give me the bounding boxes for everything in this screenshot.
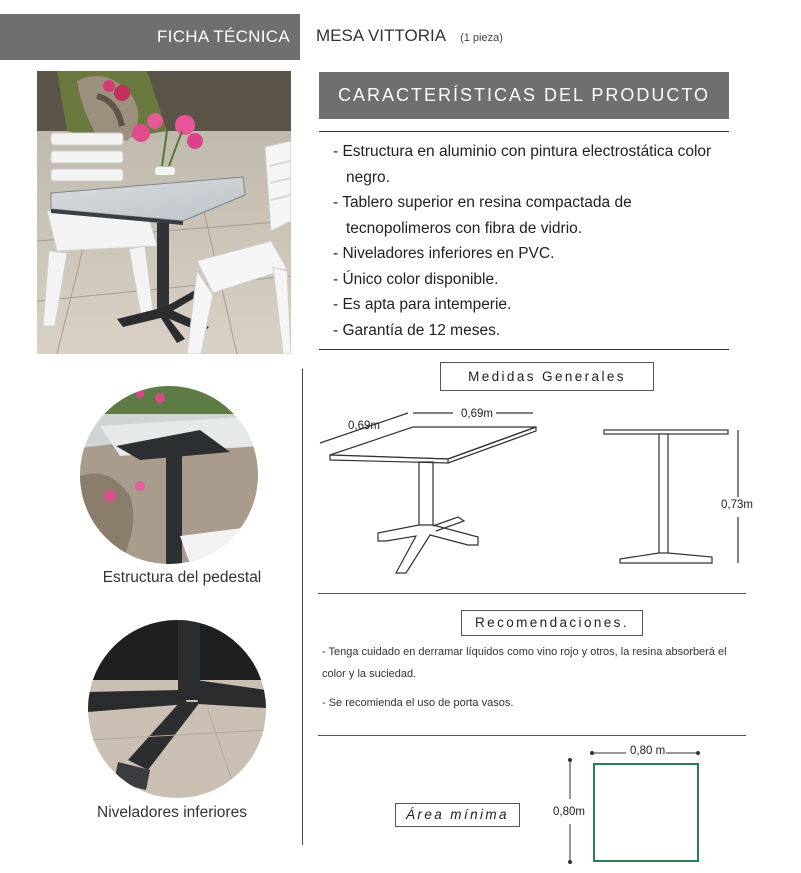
- recommendations-title: Recomendaciones.: [461, 610, 643, 636]
- measures-bottom-rule: [318, 593, 746, 594]
- pedestal-caption: Estructura del pedestal: [102, 569, 262, 586]
- characteristic-item: - Garantía de 12 meses.: [333, 321, 501, 339]
- min-area-width-label: 0,80 m: [630, 745, 666, 757]
- characteristics-title: CARACTERÍSTICAS DEL PRODUCTO: [337, 85, 711, 105]
- product-title: [316, 26, 503, 46]
- measures-title: Medidas Generales: [440, 362, 654, 391]
- pedestal-detail-image: [80, 386, 258, 564]
- recommendation-item: - Se recomienda el uso de porta vasos.: [322, 697, 514, 709]
- product-name: MESA VITTORIA: [316, 26, 447, 45]
- sheet-label: FICHA TÉCNICA: [157, 27, 290, 46]
- product-photo: [37, 71, 291, 354]
- min-area-height-label: 0,80m: [553, 806, 585, 818]
- characteristic-item: - Único color disponible.: [333, 270, 499, 288]
- width-dimension-label: 0,69m: [461, 408, 493, 420]
- characteristic-item: - Es apta para intemperie.: [333, 296, 512, 313]
- characteristic-item: - Tablero superior en resina compactada de tecnopolimeros con fibra de vidrio.: [333, 194, 632, 237]
- recommendations-bottom-rule: [318, 735, 746, 736]
- height-dimension-label: 0,73m: [721, 499, 753, 511]
- min-area-title: Área mínima: [395, 803, 520, 827]
- pieces-note: (1 pieza): [460, 32, 503, 44]
- column-divider: [302, 369, 303, 845]
- characteristics-top-rule: [319, 131, 729, 132]
- characteristic-item: - Estructura en aluminio con pintura electrostática color negro.: [333, 143, 712, 186]
- table-side-view-drawing: [600, 425, 750, 570]
- levelers-detail-image: [88, 620, 266, 798]
- characteristics-bottom-rule: [319, 349, 729, 350]
- min-area-square: [594, 764, 698, 861]
- levelers-caption: Niveladores inferiores: [97, 804, 247, 821]
- characteristics-list: [333, 139, 733, 343]
- recommendation-item: - Tenga cuidado en derramar líquidos como vino rojo y otros, la resina absorberá el color y la suciedad.: [322, 646, 727, 680]
- characteristic-item: - Niveladores inferiores en PVC.: [333, 245, 555, 262]
- depth-dimension-label: 0,69m: [348, 420, 380, 432]
